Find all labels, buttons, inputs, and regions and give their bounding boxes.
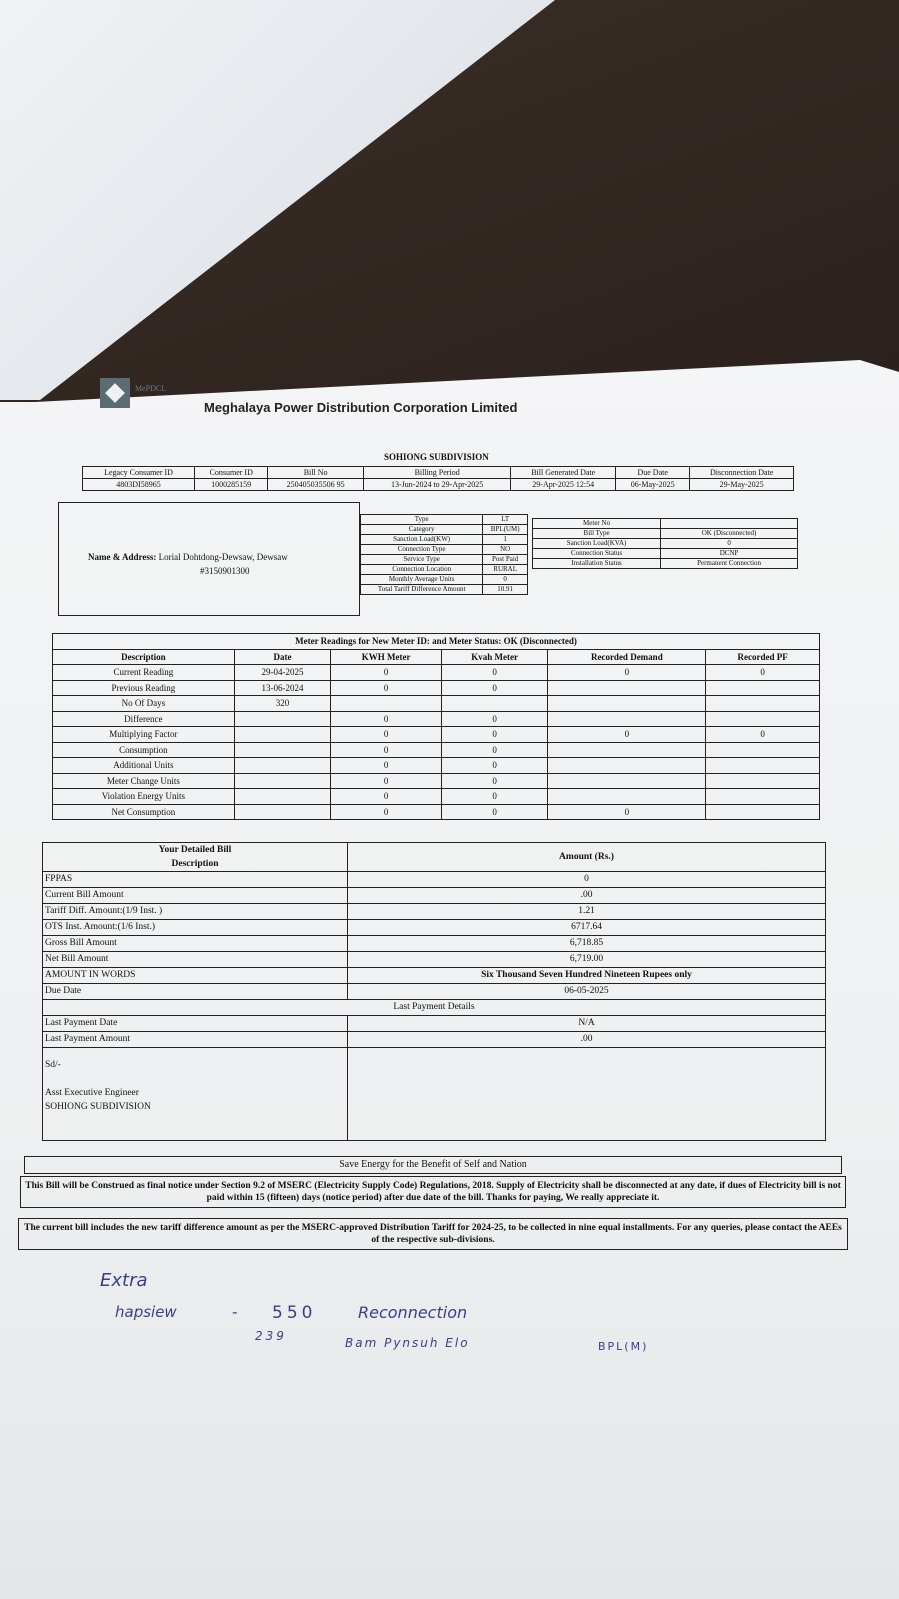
meter-col: Recorded Demand	[548, 649, 706, 665]
info-value: 0	[661, 539, 798, 549]
handwritten-amount: 550	[272, 1303, 317, 1323]
info-value: Permanent Connection	[661, 559, 798, 569]
meter-cell: 0	[331, 711, 442, 727]
meter-cell: 0	[331, 727, 442, 743]
bill-title-cell	[43, 843, 348, 872]
meter-cell	[706, 773, 820, 789]
info-label: Connection Location	[361, 565, 483, 575]
meter-row-label: Current Reading	[53, 665, 235, 681]
header-col: Due Date	[616, 467, 690, 479]
header-col: Disconnection Date	[690, 467, 794, 479]
meter-cell: 0	[441, 727, 547, 743]
info-value: RURAL	[483, 565, 528, 575]
info-value: BPL(UM)	[483, 525, 528, 535]
info-value: DCNP	[661, 549, 798, 559]
signature-space	[348, 1048, 826, 1141]
meter-cell	[548, 758, 706, 774]
meter-row	[53, 742, 820, 758]
meter-cell: 0	[441, 680, 547, 696]
signatory: Asst Executive Engineer	[45, 1088, 139, 1098]
info-value: OK (Disconnected)	[661, 529, 798, 539]
meter-cell: 0	[441, 665, 547, 681]
meter-cell: 0	[441, 758, 547, 774]
meter-row-label: Previous Reading	[53, 680, 235, 696]
meter-cell: 0	[331, 773, 442, 789]
final-notice: This Bill will be Construed as final notice under Section 9.2 of MSERC (Electricity Supply Code) Regulations, 2018. Supply of Electricity shall be disconnected at any date, if dues of Electricity bill is not paid within 15 (fifteen) days (notice period) after due date of the bill. Thanks for paying, We really appreciate it.	[20, 1176, 846, 1208]
info-label: Total Tariff Difference Amount	[361, 585, 483, 595]
signature-cell	[43, 1048, 348, 1141]
bill-row	[43, 968, 826, 984]
bill-row	[43, 952, 826, 968]
meter-cell	[706, 758, 820, 774]
meter-cell: 320	[234, 696, 331, 712]
handwritten-text: hapsiew	[115, 1303, 177, 1321]
bill-title: Your Detailed Bill	[158, 845, 232, 855]
info-value: LT	[483, 515, 528, 525]
signatory-office: SOHIONG SUBDIVISION	[45, 1102, 151, 1112]
header-col: Bill Generated Date	[511, 467, 616, 479]
meter-row	[53, 727, 820, 743]
bill-row-amount: 6,719.00	[348, 952, 826, 968]
meter-cell	[548, 773, 706, 789]
bill-no: 250405035506 95	[268, 479, 364, 491]
bill-row	[43, 936, 826, 952]
meter-row	[53, 773, 820, 789]
bill-row-label: Tariff Diff. Amount:(1/9 Inst. )	[43, 904, 348, 920]
meter-cell	[548, 789, 706, 805]
meter-cell	[706, 680, 820, 696]
meter-cell: 0	[331, 804, 442, 820]
meter-cell	[234, 711, 331, 727]
meter-cell	[234, 727, 331, 743]
meter-cell	[234, 789, 331, 805]
bill-row	[43, 904, 826, 920]
last-payment-date-label: Last Payment Date	[43, 1016, 348, 1032]
meter-row-label: Additional Units	[53, 758, 235, 774]
company-name: Meghalaya Power Distribution Corporation Limited	[204, 400, 518, 415]
info-label: Sanction Load(KW)	[361, 535, 483, 545]
handwritten-category: BPL(M)	[598, 1340, 649, 1353]
meter-cell	[234, 804, 331, 820]
meter-cell	[706, 696, 820, 712]
info-label: Connection Status	[533, 549, 661, 559]
handwritten-dash: -	[232, 1303, 238, 1321]
info-table-right	[532, 518, 798, 569]
bill-row-amount: .00	[348, 888, 826, 904]
meter-body	[53, 665, 820, 820]
bill-body	[43, 872, 826, 1000]
meter-row-label: Net Consumption	[53, 804, 235, 820]
bill-row-label: FPPAS	[43, 872, 348, 888]
meter-cell	[548, 696, 706, 712]
bill-row-amount: 06-05-2025	[348, 984, 826, 1000]
last-payment-amount-label: Last Payment Amount	[43, 1032, 348, 1048]
consumer-phone: #3150901300	[200, 566, 250, 576]
meter-cell	[706, 789, 820, 805]
info-label: Type	[361, 515, 483, 525]
bill-row-label: Gross Bill Amount	[43, 936, 348, 952]
bill-row-label: Net Bill Amount	[43, 952, 348, 968]
handwritten-name: Bam Pynsuh Elo	[345, 1336, 470, 1350]
meter-cell	[234, 758, 331, 774]
bill-row-label: Current Bill Amount	[43, 888, 348, 904]
subdivision-title: SOHIONG SUBDIVISION	[384, 452, 489, 462]
meter-cell	[441, 696, 547, 712]
info-label: Installation Status	[533, 559, 661, 569]
meter-title: Meter Readings for New Meter ID: and Meter Status: OK (Disconnected)	[53, 634, 820, 650]
company-logo	[100, 378, 130, 408]
last-payment-amount: .00	[348, 1032, 826, 1048]
bill-generated-date: 29-Apr-2025 12:54	[511, 479, 616, 491]
bill-row-amount: 6717.64	[348, 920, 826, 936]
meter-cell: 0	[331, 665, 442, 681]
meter-row-label: Violation Energy Units	[53, 789, 235, 805]
amount-header: Amount (Rs.)	[348, 843, 826, 872]
bill-row-label: OTS Inst. Amount:(1/6 Inst.)	[43, 920, 348, 936]
meter-cell: 13-06-2024	[234, 680, 331, 696]
meter-cell: 0	[331, 742, 442, 758]
bill-row-label: Due Date	[43, 984, 348, 1000]
legacy-id: 4803DI58965	[83, 479, 195, 491]
header-col: Billing Period	[363, 467, 511, 479]
meter-row-label: Meter Change Units	[53, 773, 235, 789]
logo-text: MePDCL	[135, 384, 167, 393]
meter-cell: 0	[441, 742, 547, 758]
info-table-left	[360, 514, 528, 595]
bill-row	[43, 920, 826, 936]
billing-period: 13-Jun-2024 to 29-Apr-2025	[363, 479, 511, 491]
info-value	[661, 519, 798, 529]
consumer-name	[88, 552, 288, 562]
info-label: Service Type	[361, 555, 483, 565]
meter-cell: 0	[441, 804, 547, 820]
last-payment-date: N/A	[348, 1016, 826, 1032]
meter-row-label: Multiplying Factor	[53, 727, 235, 743]
meter-readings-table	[52, 633, 820, 820]
meter-cell	[331, 696, 442, 712]
meter-cell: 0	[706, 665, 820, 681]
bill-row-label: AMOUNT IN WORDS	[43, 968, 348, 984]
meter-row-label: No Of Days	[53, 696, 235, 712]
meter-cell: 0	[441, 789, 547, 805]
meter-row	[53, 758, 820, 774]
info-value: 0	[483, 575, 528, 585]
meter-cell: 0	[548, 665, 706, 681]
bill-row-amount: 0	[348, 872, 826, 888]
info-value: NO	[483, 545, 528, 555]
meter-cell	[548, 680, 706, 696]
info-value: Post Paid	[483, 555, 528, 565]
header-col: Legacy Consumer ID	[83, 467, 195, 479]
save-energy-notice: Save Energy for the Benefit of Self and Nation	[24, 1156, 842, 1174]
info-label: Monthly Average Units	[361, 575, 483, 585]
bill-details-table	[42, 842, 826, 1141]
meter-cell	[706, 804, 820, 820]
meter-cell: 0	[331, 789, 442, 805]
meter-cell: 0	[548, 804, 706, 820]
meter-row	[53, 696, 820, 712]
due-date: 06-May-2025	[616, 479, 690, 491]
bill-row-amount: 1.21	[348, 904, 826, 920]
bill-row	[43, 984, 826, 1000]
info-label: Category	[361, 525, 483, 535]
name-label: Name & Address:	[88, 552, 157, 562]
meter-col: Date	[234, 649, 331, 665]
header-col: Consumer ID	[195, 467, 268, 479]
meter-row	[53, 665, 820, 681]
meter-cell: 0	[706, 727, 820, 743]
meter-row-label: Difference	[53, 711, 235, 727]
info-label: Connection Type	[361, 545, 483, 555]
bill-row	[43, 872, 826, 888]
handwritten-extra: Extra	[100, 1270, 148, 1291]
disconnection-date: 29-May-2025	[690, 479, 794, 491]
info-value: 10.91	[483, 585, 528, 595]
meter-row-label: Consumption	[53, 742, 235, 758]
bill-row-amount: 6,718.85	[348, 936, 826, 952]
meter-cell	[548, 711, 706, 727]
info-label: Meter No	[533, 519, 661, 529]
meter-cell	[548, 742, 706, 758]
meter-col: KWH Meter	[331, 649, 442, 665]
handwritten-reconnection: Reconnection	[358, 1303, 468, 1322]
header-col: Bill No	[268, 467, 364, 479]
name-value: Lorial Dohtdong-Dewsaw, Dewsaw	[158, 552, 288, 562]
meter-col: Recorded PF	[706, 649, 820, 665]
meter-cell	[706, 742, 820, 758]
info-label: Sanction Load(KVA)	[533, 539, 661, 549]
meter-cell	[234, 773, 331, 789]
description-header: Description	[171, 859, 219, 869]
last-payment-title: Last Payment Details	[43, 1000, 826, 1016]
consumer-id: 1000285159	[195, 479, 268, 491]
info-label: Bill Type	[533, 529, 661, 539]
sd-text: Sd/-	[45, 1060, 61, 1070]
meter-col: Description	[53, 649, 235, 665]
meter-cell: 29-04-2025	[234, 665, 331, 681]
meter-row	[53, 789, 820, 805]
bill-row	[43, 888, 826, 904]
meter-row	[53, 711, 820, 727]
meter-cell: 0	[331, 680, 442, 696]
meter-row	[53, 680, 820, 696]
info-value: 1	[483, 535, 528, 545]
meter-row	[53, 804, 820, 820]
bill-row-amount: Six Thousand Seven Hundred Nineteen Rupees only	[348, 968, 826, 984]
handwritten-number: 239	[255, 1329, 287, 1343]
bill-header-table	[82, 466, 794, 491]
meter-cell: 0	[331, 758, 442, 774]
meter-cell	[234, 742, 331, 758]
meter-cell	[706, 711, 820, 727]
meter-cell: 0	[548, 727, 706, 743]
meter-cell: 0	[441, 773, 547, 789]
tariff-notice: The current bill includes the new tariff difference amount as per the MSERC-approved Distribution Tariff for 2024-25, to be collected in nine equal installments. For any queries, please contact the AEEs of the respective sub-divisions.	[18, 1218, 848, 1250]
meter-col: Kvah Meter	[441, 649, 547, 665]
meter-cell: 0	[441, 711, 547, 727]
